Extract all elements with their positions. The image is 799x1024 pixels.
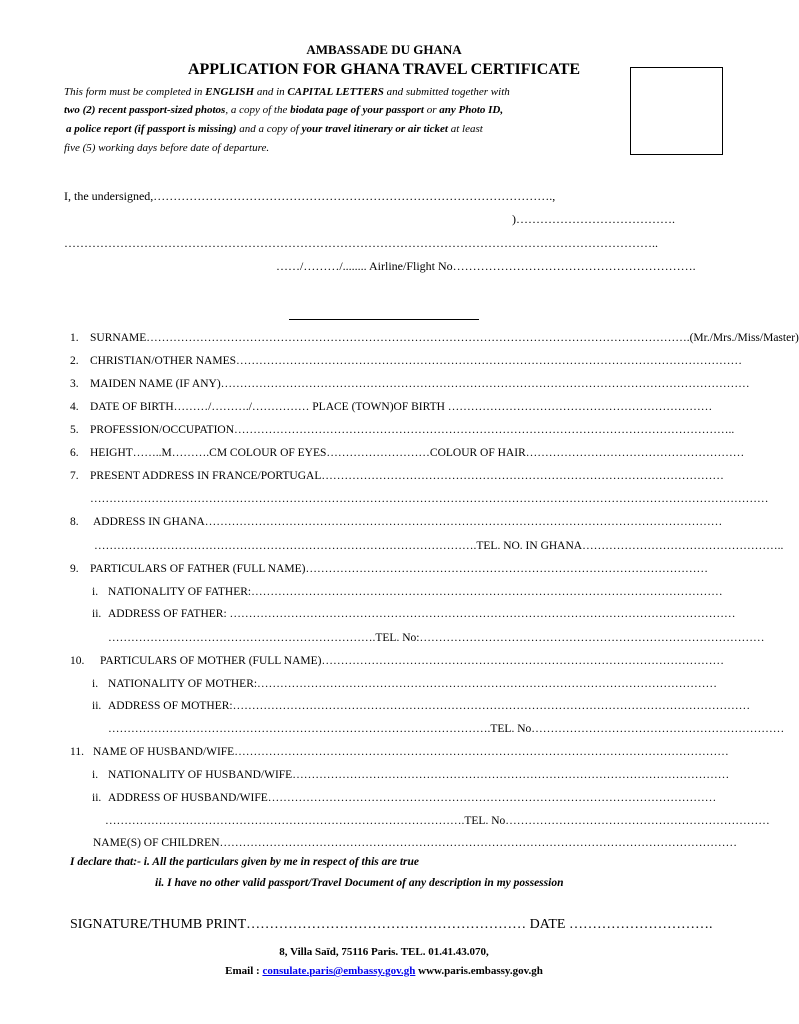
passport-photo-box [630, 67, 723, 155]
instructions-line-3: a police report (if passport is missing) and a copy of your travel itinerary or air ticket at least [66, 123, 483, 135]
field-number: ii. [92, 792, 102, 804]
declaration-line-2: ii. I have no other valid passport/Travel Document of any description in my possession [155, 877, 564, 889]
website-text: www.paris.embassy.gov.gh [415, 965, 543, 977]
field-label-with-blank[interactable]: PRESENT ADDRESS IN FRANCE/PORTUGAL…………………………………………………………………………………………… [90, 470, 724, 482]
field-label-with-blank[interactable]: ADDRESS OF MOTHER:……………………………………………………………………………………………………………………… [108, 700, 751, 712]
field-label-with-blank[interactable]: HEIGHT……..M……….CM COLOUR OF EYES………………………COLOUR OF HAIR………………………………………………… [90, 447, 745, 459]
undersigned-address-field[interactable]: ………………………………………………………………………………………………………………………………….. [64, 236, 658, 250]
field-number: 3. [70, 378, 79, 390]
field-number: 5. [70, 424, 79, 436]
departure-date-flight-field[interactable]: ……/………/........ Airline/Flight No……………………………………………………. [276, 259, 696, 273]
field-number: ii. [92, 608, 102, 620]
field-label-with-blank[interactable]: ADDRESS OF FATHER: …………………………………………………………………………………………………………………… [108, 608, 736, 620]
undersigned-field[interactable]: I, the undersigned,………………………………………………………………………………………., [64, 189, 556, 203]
embassy-address: 8, Villa Saïd, 75116 Paris. TEL. 01.41.43.070, [279, 946, 489, 958]
field-number: 1. [70, 332, 79, 344]
field-label-with-blank[interactable]: NATIONALITY OF MOTHER:………………………………………………………………………………………………………… [108, 678, 718, 690]
instructions-line-1: This form must be completed in ENGLISH and in CAPITAL LETTERS and submitted together with [64, 86, 510, 98]
field-label-with-blank[interactable]: NAME(S) OF CHILDREN……………………………………………………………………………………………………………………… [93, 837, 737, 849]
field-label-with-blank[interactable]: NATIONALITY OF FATHER:…………………………………………………………………………………………………………… [108, 586, 723, 598]
undersigned-continuation-field[interactable]: )…………………………………. [512, 212, 675, 226]
instructions-line-2: two (2) recent passport-sized photos, a copy of the biodata page of your passport or any Photo ID, [64, 104, 504, 116]
field-label-with-blank[interactable]: ……………………………………………………………………………………….TEL. No………………………………………………………… [108, 723, 785, 735]
field-number: 9. [70, 563, 79, 575]
embassy-name: AMBASSADE DU GHANA [306, 42, 462, 57]
field-number: i. [92, 678, 99, 690]
field-label-with-blank[interactable]: MAIDEN NAME (IF ANY)………………………………………………………………………………………………………………………… [90, 378, 750, 390]
embassy-contact [0, 965, 768, 977]
signature-date-field[interactable]: SIGNATURE/THUMB PRINT…………………………………………………… DATE …………………………. [70, 917, 713, 932]
field-number: i. [92, 769, 99, 781]
field-label-with-blank[interactable]: …………………………………………………………………………………………………………………………………………………………… [90, 493, 769, 505]
instructions-line-4: five (5) working days before date of departure. [64, 142, 270, 154]
section-divider [289, 319, 479, 320]
field-label-with-blank[interactable]: SURNAME…………………………………………………………………………………………………………………………….(Mr./Mrs./Miss/Master) [90, 332, 799, 344]
field-label-with-blank[interactable]: ………………………………………………………………………………….TEL. No…………………………………………………………… [105, 815, 770, 827]
field-number: 7. [70, 470, 79, 482]
field-number: ii. [92, 700, 102, 712]
field-number: 10. [70, 655, 85, 667]
field-label-with-blank[interactable]: PARTICULARS OF FATHER (FULL NAME)…………………………………………………………………………………………… [90, 563, 708, 575]
field-label-with-blank[interactable]: NATIONALITY OF HUSBAND/WIFE…………………………………………………………………………………………………… [108, 769, 730, 781]
field-number: i. [92, 586, 99, 598]
field-number: 2. [70, 355, 79, 367]
field-number: 6. [70, 447, 79, 459]
field-label-with-blank[interactable]: ……………………………………………………………………………………….TEL. NO. IN GHANA…………………………………………….. [94, 540, 784, 552]
field-label-with-blank[interactable]: CHRISTIAN/OTHER NAMES…………………………………………………………………………………………………………………… [90, 355, 742, 367]
field-label-with-blank[interactable]: ADDRESS IN GHANA……………………………………………………………………………………………………………………… [93, 516, 723, 528]
field-label-with-blank[interactable]: PROFESSION/OCCUPATION………………………………………………………………………………………………………………….. [90, 424, 735, 436]
field-number: 11. [70, 746, 84, 758]
email-label: Email : [225, 965, 263, 977]
field-number: 8. [70, 516, 79, 528]
field-number: 4. [70, 401, 79, 413]
field-label-with-blank[interactable]: PARTICULARS OF MOTHER (FULL NAME)…………………………………………………………………………………………… [100, 655, 724, 667]
field-label-with-blank[interactable]: …………………………………………………………….TEL. No:……………………………………………………………………………… [108, 632, 765, 644]
form-title: APPLICATION FOR GHANA TRAVEL CERTIFICATE [187, 61, 581, 78]
field-label-with-blank[interactable]: DATE OF BIRTH………/………./…………… PLACE (TOWN)OF BIRTH …………………………………………………………… [90, 401, 713, 413]
declaration-line-1: I declare that:- i. All the particulars given by me in respect of this are true [70, 856, 420, 868]
field-label-with-blank[interactable]: NAME OF HUSBAND/WIFE………………………………………………………………………………………………………………… [93, 746, 729, 758]
field-label-with-blank[interactable]: ADDRESS OF HUSBAND/WIFE……………………………………………………………………………………………………… [108, 792, 717, 804]
email-link[interactable]: consulate.paris@embassy.gov.gh [262, 965, 416, 977]
